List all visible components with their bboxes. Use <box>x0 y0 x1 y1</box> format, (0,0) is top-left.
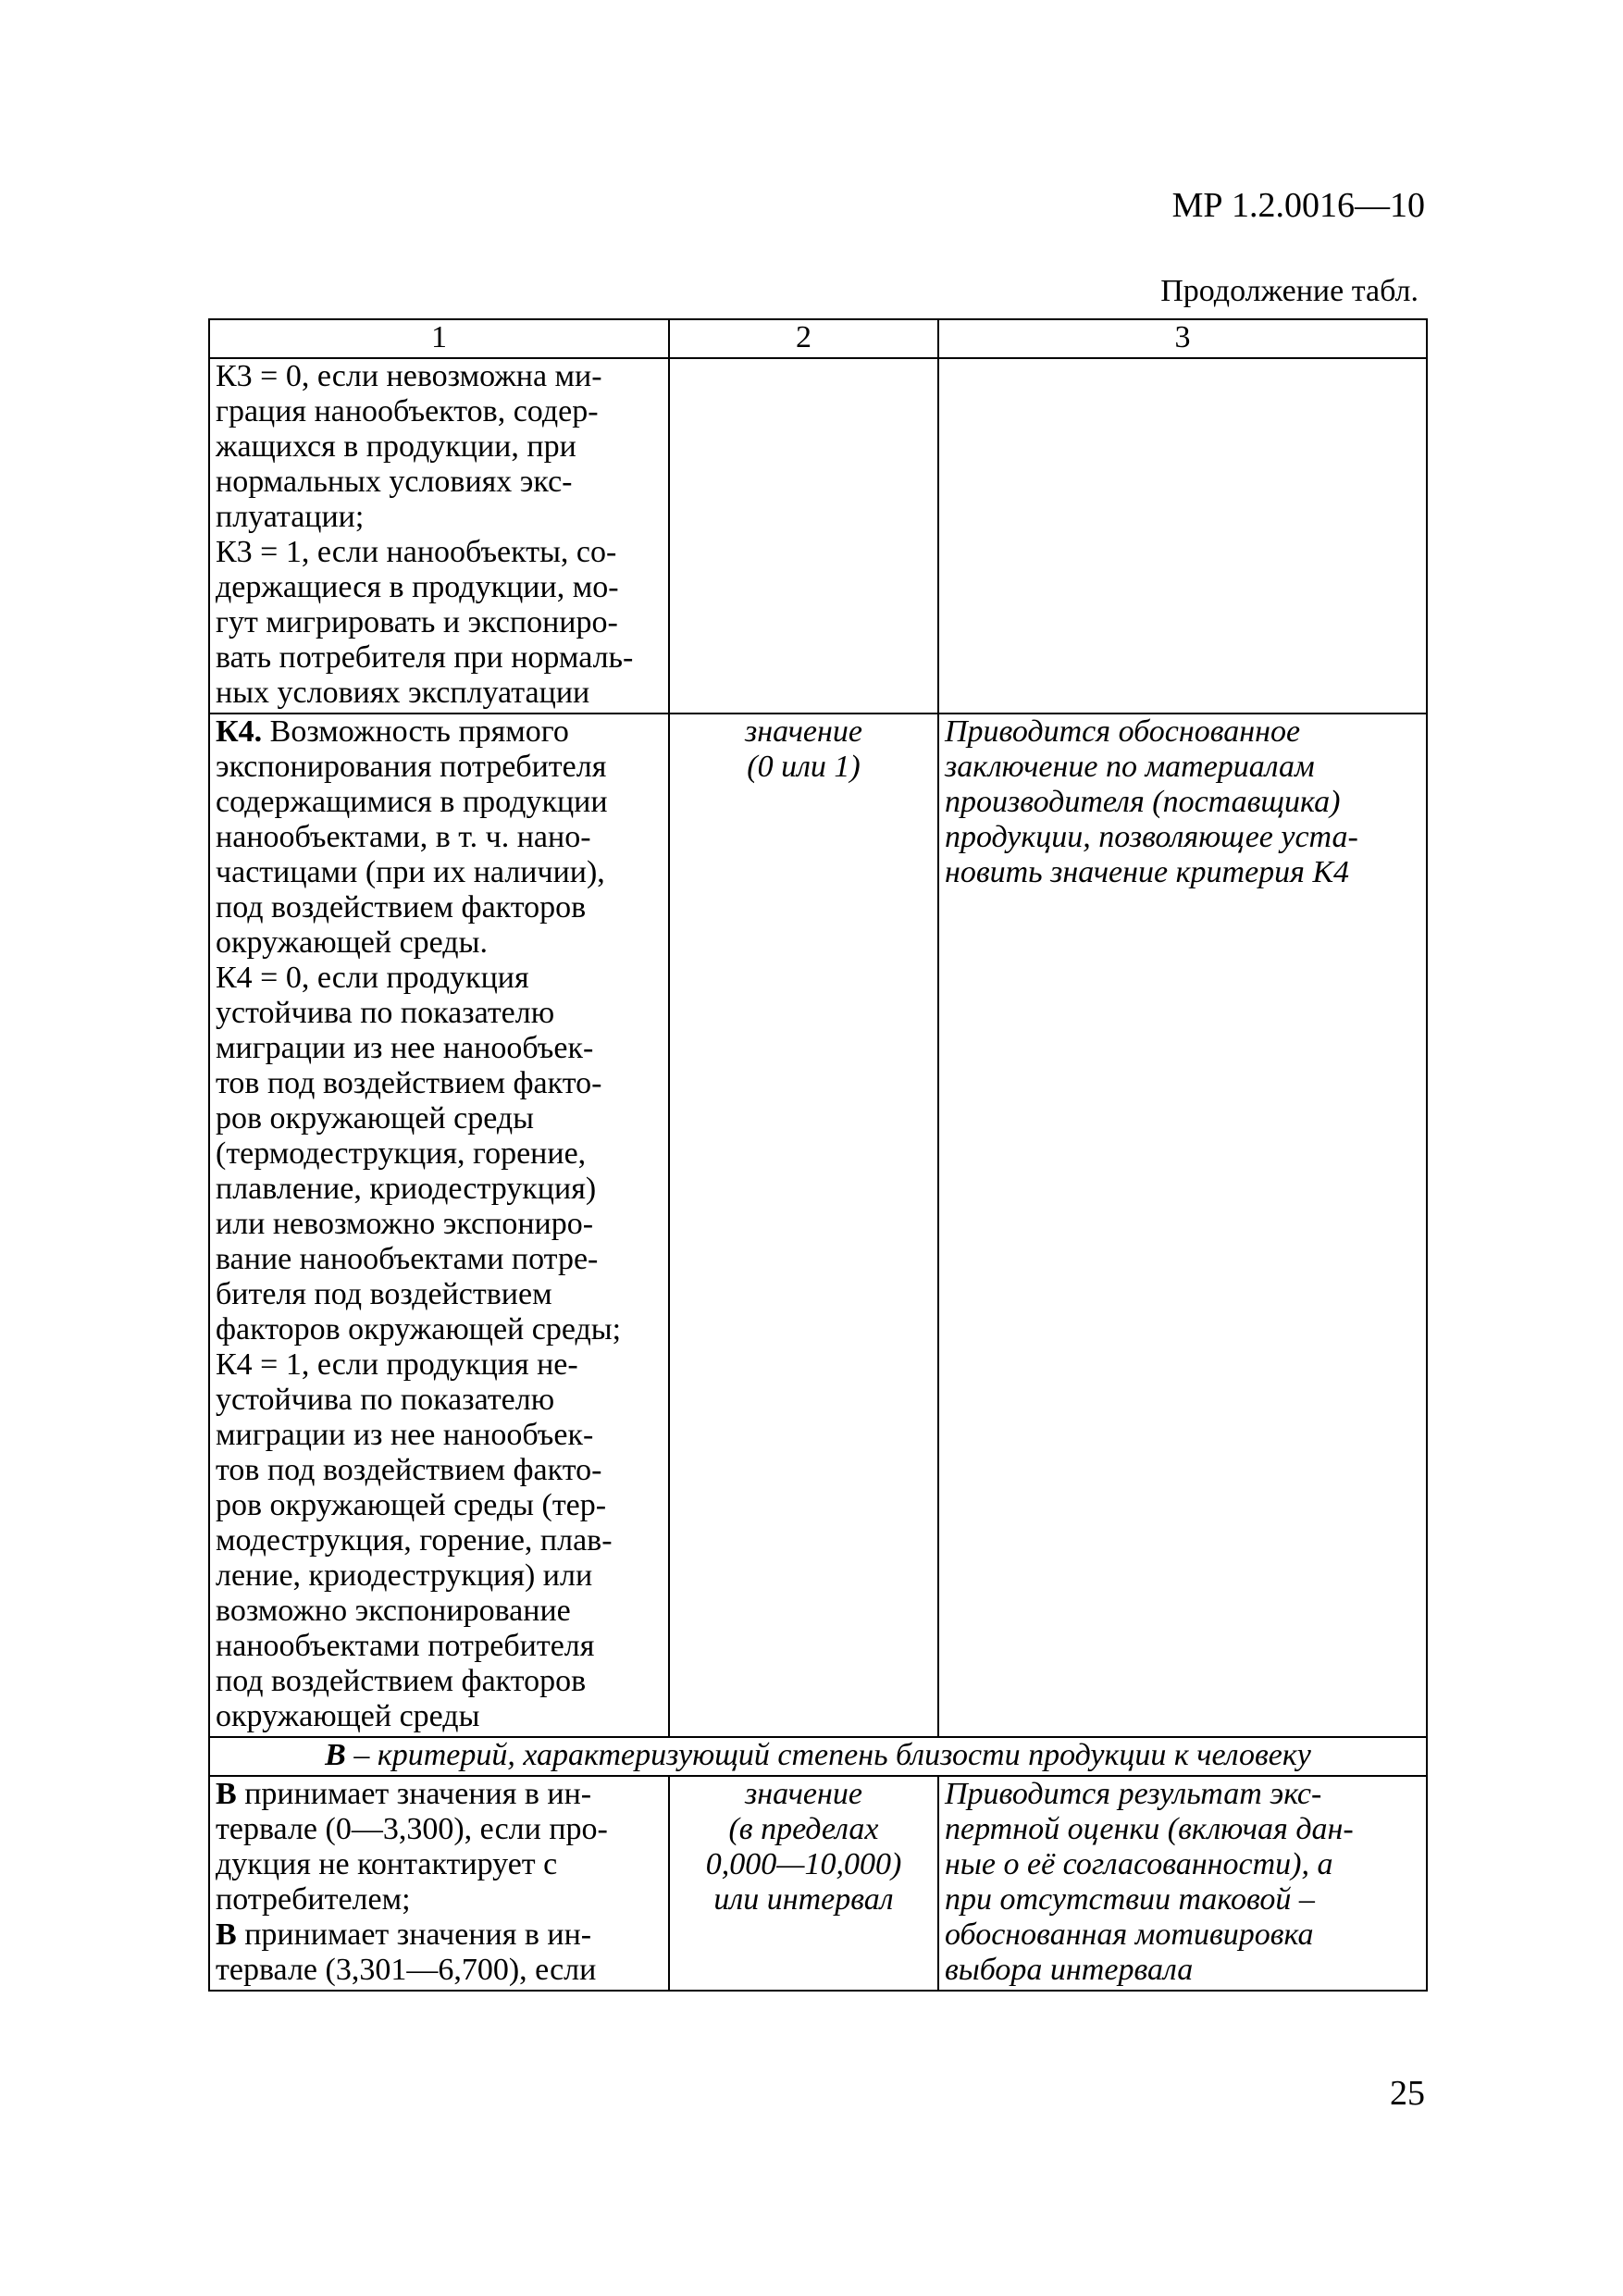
b-label-2: В <box>216 1917 237 1952</box>
k4-description-cell <box>209 714 669 1737</box>
table-row-k3 <box>209 358 1427 714</box>
k4-label: К4. <box>216 714 263 749</box>
page-number: 25 <box>1390 2074 1425 2113</box>
k3-description: К3 = 0, если невозможна ми- грация нанообъектов, содер- жащихся в продукции, при нормальных условиях экс- плуатации; К3 = 1, если нанообъекты, со- держащиеся в продукции, мо- гут мигрировать и экспониро- вать потребителя при нормаль- ных условиях эксплуатации <box>216 359 634 710</box>
k3-value-cell <box>669 358 938 714</box>
b-note: Приводится результат экс- пертной оценки (включая дан- ные о её согласованности), а при отсутствии таковой – обоснованная мотивировка выбора интервала <box>945 1777 1354 1987</box>
b-note-cell <box>938 1776 1427 1991</box>
b-value: значение (в пределах 0,000—10,000) или интервал <box>705 1777 902 1917</box>
k4-description-text: Возможность прямого экспонирования потребителя содержащимися в продукции нанообъектами, в т. ч. нано- частицами (при их наличии), под воздействием факторов окружающей среды. К4 = 0, если продукция устойчива по показателю миграции из нее нанообъек- тов под воздействием факто- ров окружающей среды (термодеструкция, горение, плавление, криодеструкция) или невозможно экспониро- вание нанообъектами потре- бителя под воздействием факторов окружающей среды; К4 = 1, если продукция не- устойчива по показателю миграции из нее нанообъек- тов под воздействием факто- ров окружающей среды (тер- модеструкция, горение, плав- ление, криодеструкция) или возможно экспонирование нанообъектами потребителя под воздействием факторов окружающей среды <box>216 714 622 1733</box>
table-header-row <box>209 319 1427 358</box>
b-description-cell <box>209 1776 669 1991</box>
b-description-text-1: принимает значения в ин- тервале (0—3,300), если про- дукция не контактирует с потребителем; <box>216 1777 608 1917</box>
column-header-3: 3 <box>938 319 1427 358</box>
k4-value-cell <box>669 714 938 1737</box>
section-b-label: В <box>325 1738 346 1772</box>
k4-note: Приводится обоснованное заключение по материалам производителя (поставщика) продукции, позволяющее уста- новить значение критерия К4 <box>945 714 1358 889</box>
k3-description-cell <box>209 358 669 714</box>
k4-note-cell <box>938 714 1427 1737</box>
b-label-1: В <box>216 1777 237 1811</box>
section-b-text: – критерий, характеризующий степень близости продукции к человеку <box>345 1738 1311 1772</box>
column-header-1: 1 <box>209 319 669 358</box>
b-description <box>216 1777 663 1988</box>
table-continuation-label: Продолжение табл. <box>1160 274 1419 308</box>
k4-description <box>216 714 663 1734</box>
criteria-table <box>208 318 1428 1992</box>
table-row-k4 <box>209 714 1427 1737</box>
document-code: МР 1.2.0016—10 <box>1171 186 1425 225</box>
table-row-b <box>209 1776 1427 1991</box>
table-section-row-b <box>209 1737 1427 1776</box>
b-description-text-2: принимает значения в ин- тервале (3,301—6,700), если <box>216 1917 597 1987</box>
section-b-heading <box>209 1737 1427 1776</box>
k3-note-cell <box>938 358 1427 714</box>
column-header-2: 2 <box>669 319 938 358</box>
b-value-cell <box>669 1776 938 1991</box>
k4-value: значение (0 или 1) <box>745 714 862 784</box>
